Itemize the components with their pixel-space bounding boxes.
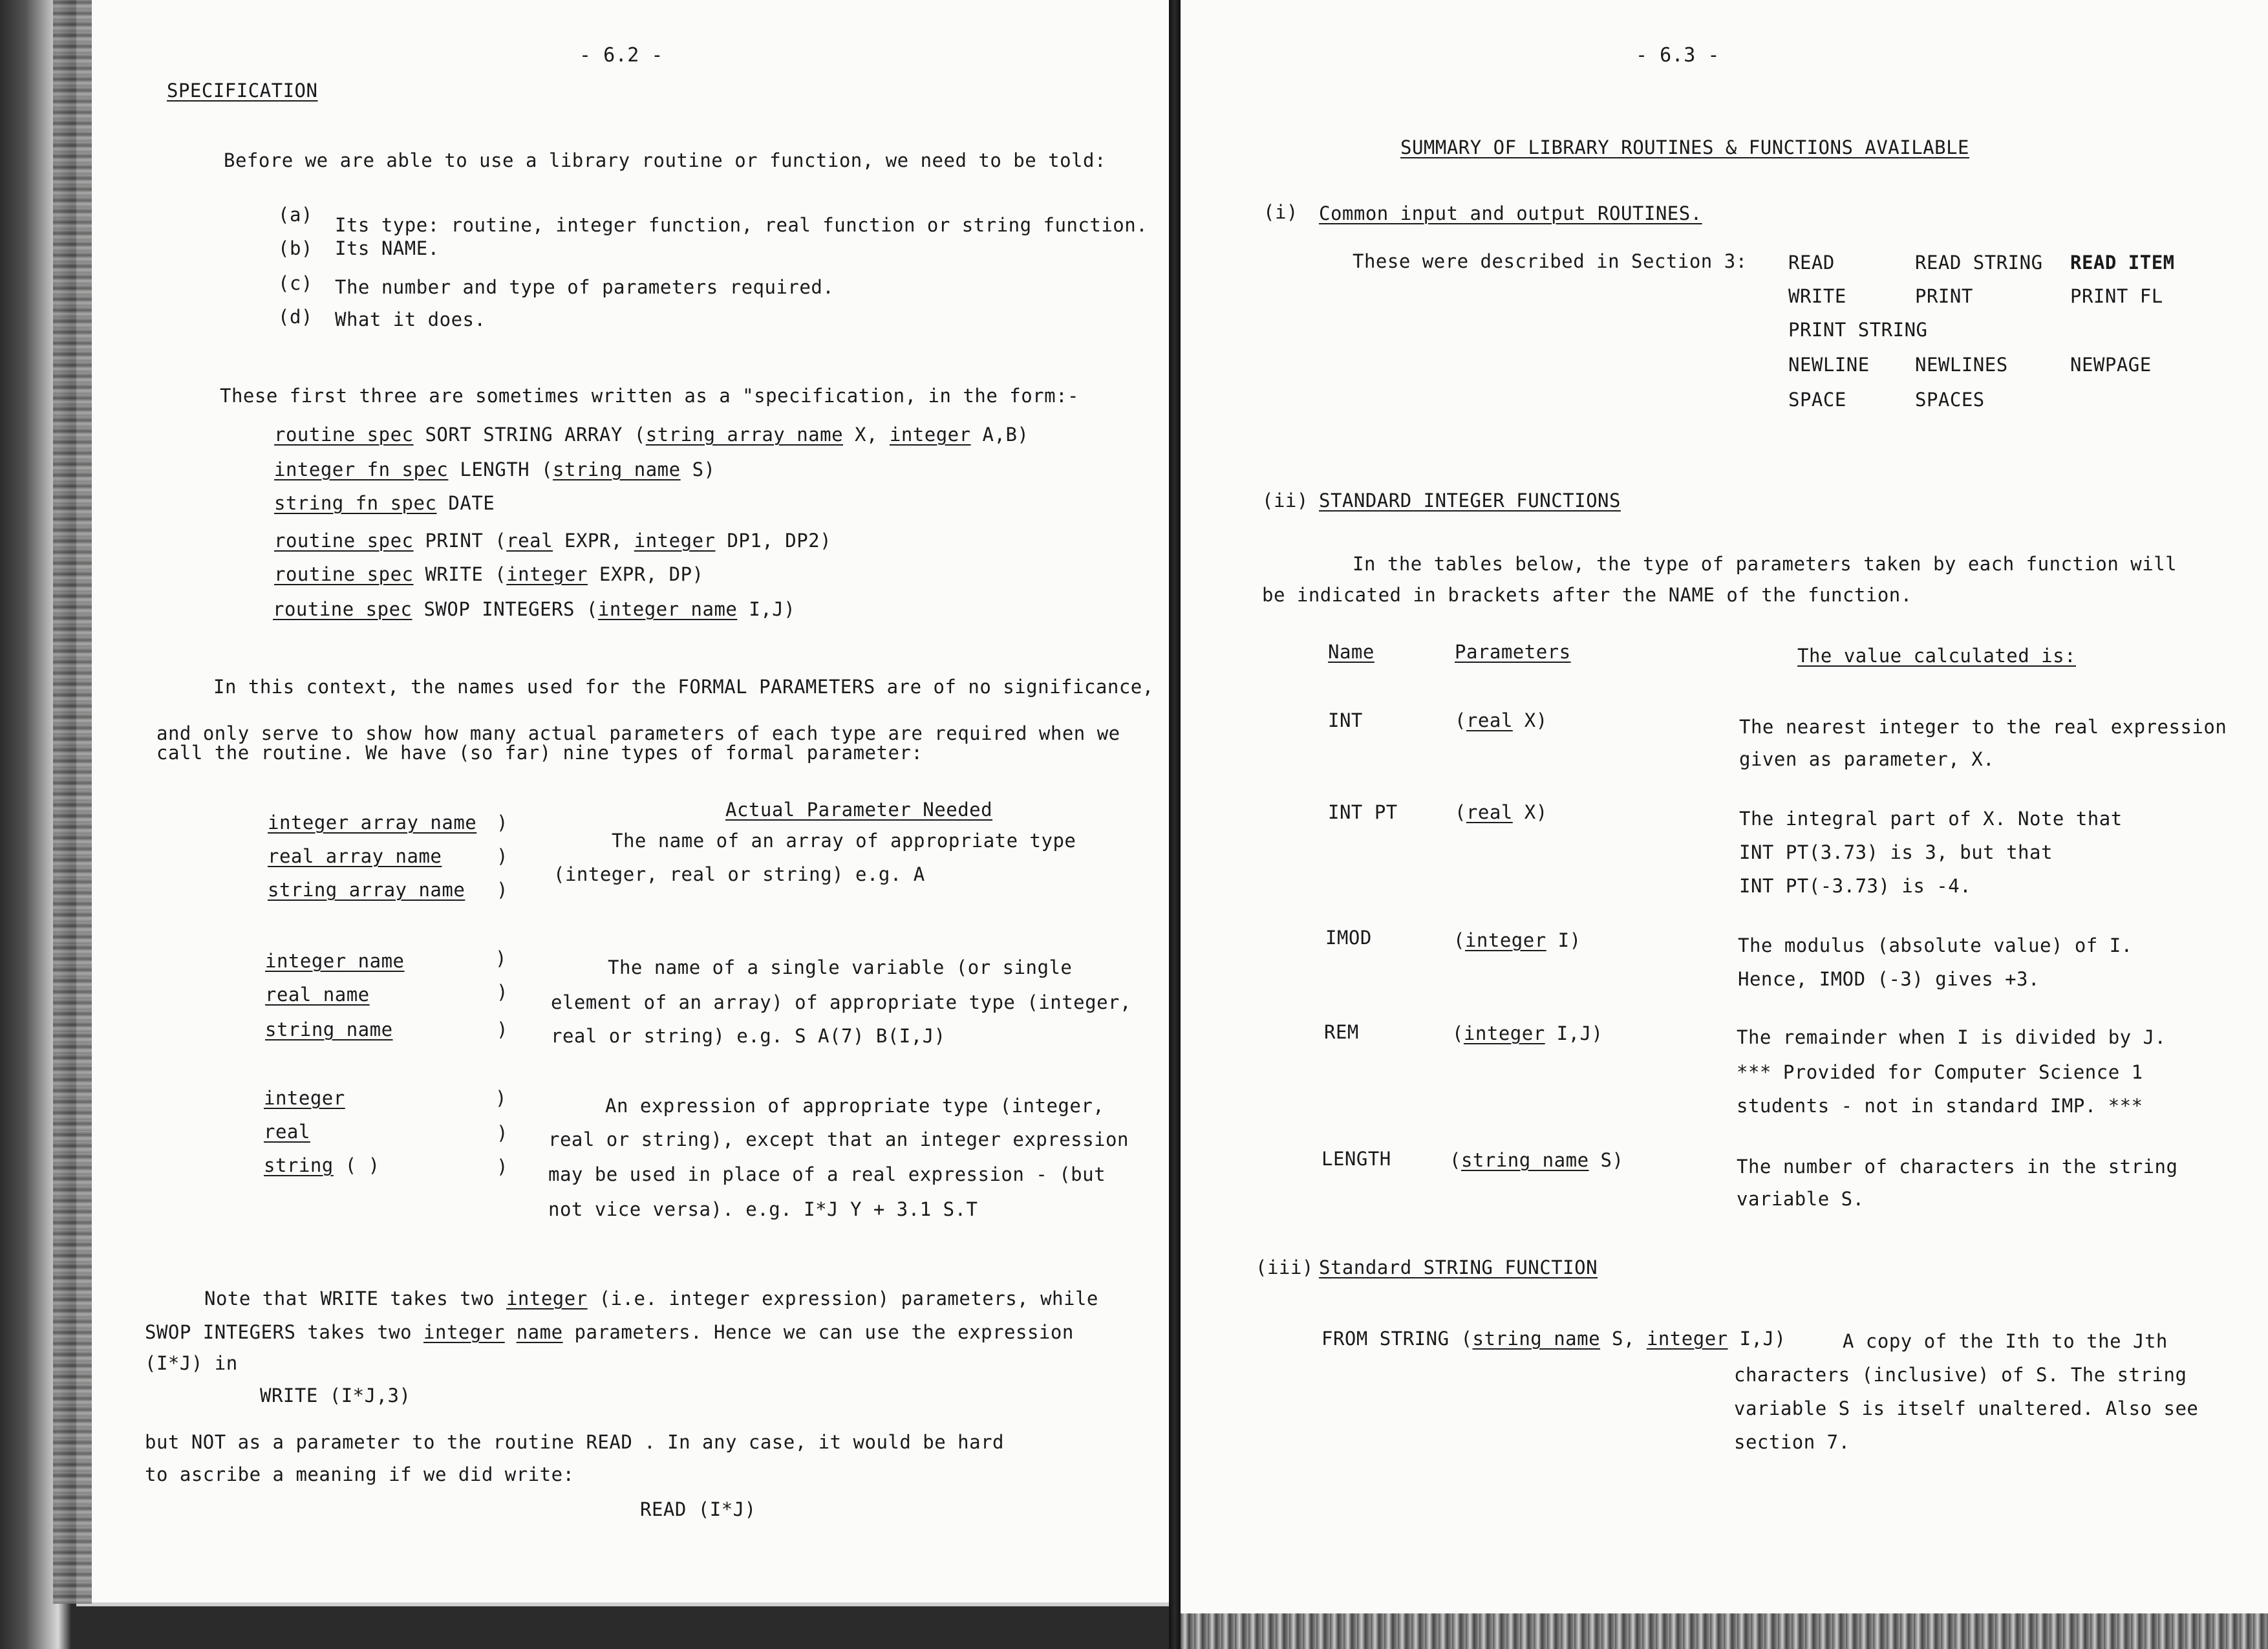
code-example: WRITE (I*J,3) [260, 1385, 411, 1406]
spec-line: routine spec SWOP INTEGERS (integer name I,J) [273, 598, 796, 620]
param-description: The name of an array of appropriate type [612, 830, 1076, 852]
column-header: Name [1328, 641, 1375, 663]
list-marker: (a) [278, 204, 313, 226]
table-row-desc: INT PT(3.73) is 3, but that [1739, 841, 2053, 863]
table-row-name: LENGTH [1321, 1148, 1391, 1170]
routine-name: PRINT STRING [1788, 319, 1928, 341]
list-item: Its type: routine, integer function, real function or string function. [335, 214, 1148, 236]
param-description: real or string), except that an integer expression [548, 1128, 1129, 1150]
paragraph-line: be indicated in brackets after the NAME of the function. [1262, 584, 1912, 606]
paragraph-line: and only serve to show how many actual parameters of each type are required when we [156, 722, 1120, 744]
paragraph-line: (I*J) in [145, 1352, 238, 1374]
spec-line: routine spec PRINT (real EXPR, integer DP1, DP2) [274, 530, 832, 552]
paragraph-line: In this context, the names used for the FORMAL PARAMETERS are of no significance, [213, 676, 1154, 698]
table-row-desc: variable S. [1737, 1188, 1865, 1210]
param-type: integer [264, 1087, 345, 1109]
spec-line: routine spec SORT STRING ARRAY (string array name X, integer A,B) [274, 424, 1029, 446]
table-row-params: (real X) [1455, 801, 1548, 823]
actual-parameter-header: Actual Parameter Needed [725, 799, 993, 821]
list-marker: (d) [278, 306, 313, 328]
routine-name: NEWLINE [1788, 354, 1870, 376]
scan-edge [1181, 1613, 2268, 1649]
routine-name: WRITE [1788, 285, 1846, 307]
list-item: The number and type of parameters required. [335, 276, 835, 298]
spec-intro: These first three are sometimes written as a "specification, in the form:- [220, 385, 1080, 407]
section-intro: These were described in Section 3: [1353, 250, 1748, 272]
spec-line: integer fn spec LENGTH (string name S) [274, 458, 716, 480]
list-marker: (c) [278, 272, 313, 294]
paragraph-line: call the routine. We have (so far) nine types of formal parameter: [156, 742, 923, 764]
bracket: ) [495, 947, 507, 969]
table-row-name: REM [1324, 1021, 1359, 1043]
page-gutter [1169, 0, 1181, 1649]
table-row-params: (real X) [1455, 709, 1548, 731]
table-row-desc: INT PT(-3.73) is -4. [1739, 875, 1972, 897]
bracket: ) [497, 879, 508, 901]
table-row-name: INT PT [1328, 801, 1398, 823]
routine-name: PRINT FL [2070, 285, 2163, 307]
param-description: element of an array) of appropriate type (integer, [551, 991, 1131, 1013]
param-type: real array name [268, 845, 442, 867]
table-row-name: IMOD [1325, 927, 1372, 949]
param-description: An expression of appropriate type (integer, [605, 1095, 1105, 1117]
spec-line: routine spec WRITE (integer EXPR, DP) [274, 563, 704, 585]
table-row-name: INT [1328, 709, 1363, 731]
bracket: ) [497, 845, 508, 867]
routine-name: SPACES [1915, 389, 1985, 411]
section-title: Standard STRING FUNCTION [1319, 1256, 1598, 1278]
column-header: The value calculated is: [1797, 645, 2077, 667]
string-function-desc: A copy of the Ith to the Jth [1843, 1330, 2168, 1352]
section-heading: SPECIFICATION [167, 80, 318, 102]
param-type: string name [265, 1018, 393, 1040]
table-row-desc: The modulus (absolute value) of I. [1738, 934, 2133, 956]
page-title: SUMMARY OF LIBRARY ROUTINES & FUNCTIONS AVAILABLE [1400, 136, 1970, 158]
param-description: real or string) e.g. S A(7) B(I,J) [551, 1025, 946, 1047]
routine-name: READ STRING [1915, 252, 2043, 274]
left-page [76, 0, 1169, 1606]
routine-name: SPACE [1788, 389, 1846, 411]
table-row-desc: students - not in standard IMP. *** [1737, 1095, 2143, 1117]
list-marker: (b) [278, 237, 313, 259]
intro-text: Before we are able to use a library routine or function, we need to be told: [224, 149, 1106, 171]
string-function-desc: variable S is itself unaltered. Also see [1734, 1397, 2199, 1419]
paragraph-line: Note that WRITE takes two integer (i.e. integer expression) parameters, while [204, 1288, 1098, 1310]
table-row-desc: Hence, IMOD (-3) gives +3. [1738, 968, 2040, 990]
paragraph-line: but NOT as a parameter to the routine READ . In any case, it would be hard [145, 1431, 1005, 1453]
section-marker: (i) [1263, 201, 1298, 223]
string-function-desc: section 7. [1734, 1431, 1850, 1453]
param-type: real [264, 1121, 310, 1143]
table-row-desc: *** Provided for Computer Science 1 [1737, 1061, 2143, 1083]
routine-name: READ [1788, 252, 1835, 274]
section-title: Common input and output ROUTINES. [1319, 202, 1702, 224]
param-type: string array name [268, 879, 465, 901]
section-title: STANDARD INTEGER FUNCTIONS [1319, 490, 1621, 512]
paragraph-line: to ascribe a meaning if we did write: [145, 1463, 575, 1485]
param-description: (integer, real or string) e.g. A [553, 863, 925, 885]
bracket: ) [497, 1122, 508, 1144]
table-row-desc: The nearest integer to the real expression [1739, 716, 2227, 738]
bracket: ) [497, 812, 508, 834]
page-number: - 6.2 - [579, 44, 663, 67]
bracket: ) [497, 1018, 508, 1040]
param-description: may be used in place of a real expression - (but [548, 1163, 1106, 1185]
routine-name: NEWPAGE [2070, 354, 2152, 376]
param-type: real name [265, 984, 370, 1006]
right-page [1181, 0, 2268, 1613]
book-binding [53, 0, 92, 1604]
table-row-params: (integer I,J) [1452, 1022, 1603, 1044]
table-row-desc: The number of characters in the string [1737, 1156, 2178, 1178]
table-row-desc: The remainder when I is divided by J. [1737, 1026, 2166, 1048]
section-marker: (iii) [1256, 1256, 1314, 1278]
page-number: - 6.3 - [1636, 44, 1720, 67]
param-type: string ( ) [264, 1154, 380, 1176]
bracket: ) [497, 1156, 508, 1178]
param-type: integer array name [268, 812, 477, 834]
string-function-spec: FROM STRING (string name S, integer I,J) [1321, 1328, 1786, 1350]
string-function-desc: characters (inclusive) of S. The string [1734, 1364, 2187, 1386]
param-type: integer name [265, 950, 405, 972]
routine-name: READ ITEM [2070, 252, 2175, 274]
table-row-desc: The integral part of X. Note that [1739, 808, 2123, 830]
spec-line: string fn spec DATE [274, 492, 495, 514]
routine-name: PRINT [1915, 285, 1973, 307]
table-row-desc: given as parameter, X. [1739, 748, 1995, 770]
code-example: READ (I*J) [640, 1498, 756, 1520]
paragraph-line: In the tables below, the type of parameters taken by each function will [1353, 553, 2177, 575]
bracket: ) [497, 981, 508, 1003]
param-description: The name of a single variable (or single [608, 956, 1073, 978]
bracket: ) [495, 1087, 507, 1109]
section-marker: (ii) [1262, 490, 1309, 512]
column-header: Parameters [1455, 641, 1571, 663]
routine-name: NEWLINES [1915, 354, 2008, 376]
paragraph-line: SWOP INTEGERS takes two integer name parameters. Hence we can use the expression [145, 1321, 1074, 1343]
table-row-params: (integer I) [1453, 929, 1581, 951]
list-item: Its NAME. [335, 237, 440, 259]
param-description: not vice versa). e.g. I*J Y + 3.1 S.T [548, 1198, 978, 1220]
list-item: What it does. [335, 308, 486, 330]
table-row-params: (string name S) [1450, 1149, 1624, 1171]
